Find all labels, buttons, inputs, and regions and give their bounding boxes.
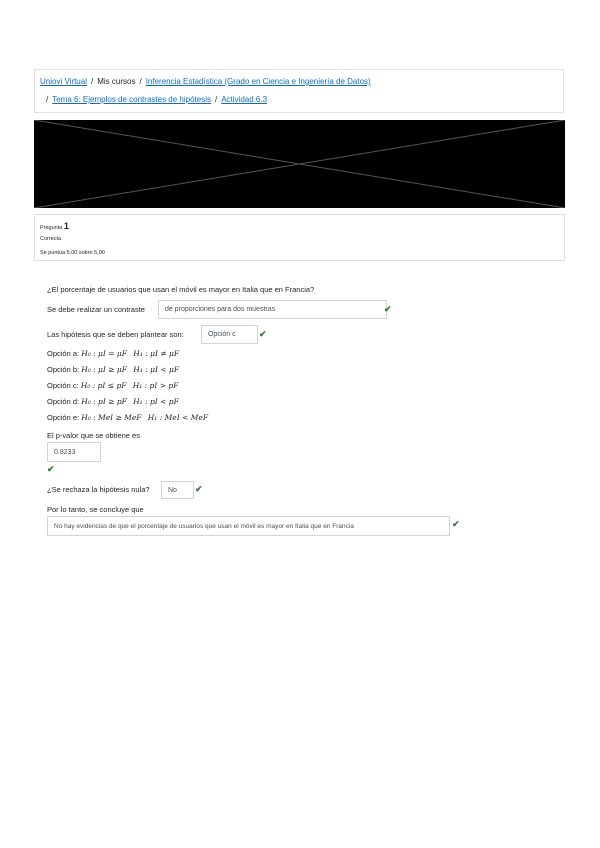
option-h1: H₁ : pI < pF <box>133 397 179 406</box>
check-icon: ✔ <box>195 484 203 494</box>
option-e <box>47 413 208 422</box>
reject-select[interactable]: No <box>161 481 194 499</box>
question-grade: Se puntúa 5,00 sobre 5,00 <box>40 250 105 256</box>
option-h1: H₁ : μI < μF <box>133 365 180 374</box>
check-icon: ✔ <box>259 329 267 339</box>
breadcrumb-link-uniovi[interactable]: Uniovi Virtual <box>40 77 87 86</box>
option-h0: H₀ : μI = μF <box>81 349 128 358</box>
breadcrumb-link-course[interactable]: Inferencia Estadística (Grado en Ciencia e Ingeniería de Datos) <box>145 77 371 86</box>
breadcrumb-separator: / <box>90 77 94 86</box>
option-b <box>47 365 179 374</box>
hypothesis-label: Las hipótesis que se deben plantear son: <box>47 330 184 339</box>
breadcrumb-link-activity[interactable]: Actividad 6.3 <box>221 95 268 104</box>
question-text: ¿El porcentaje de usuarios que usan el móvil es mayor en Italia que en Francia? <box>47 285 315 294</box>
option-label: Opción e: <box>47 413 80 422</box>
option-h1: H₁ : μI ≠ μF <box>133 349 180 358</box>
check-icon: ✔ <box>47 464 55 474</box>
pvalue-label: El p-valor que se obtiene es <box>47 431 140 440</box>
option-c <box>47 381 178 390</box>
option-label: Opción b: <box>47 365 80 374</box>
option-label: Opción d: <box>47 397 80 406</box>
hypothesis-select[interactable]: Opción c <box>201 325 258 344</box>
option-d <box>47 397 179 406</box>
question-label: Pregunta <box>40 225 63 231</box>
contrast-select[interactable]: de proporciones para dos muestras <box>158 300 387 319</box>
breadcrumb-link-topic[interactable]: Tema 6: Ejemplos de contrastes de hipótesis <box>52 95 211 104</box>
option-h1: H₁ : MeI < MeF <box>147 413 209 422</box>
contrast-label: Se debe realizar un contraste <box>47 305 145 314</box>
option-label: Opción c: <box>47 381 79 390</box>
option-h0: H₀ : MeI ≥ MeF <box>81 413 142 422</box>
breadcrumb-item-mis-cursos: Mis cursos <box>97 77 136 86</box>
pvalue-input[interactable]: 0.8233 <box>47 442 101 462</box>
check-icon: ✔ <box>384 304 392 314</box>
option-h0: H₀ : μI ≥ μF <box>81 365 128 374</box>
breadcrumb <box>34 69 564 113</box>
breadcrumb-separator: / <box>139 77 142 86</box>
question-info <box>34 214 565 261</box>
conclusion-select[interactable]: No hay evidencias de que el porcentaje de usuarios que usan el móvil es mayor en Italia que en Francia <box>47 516 450 536</box>
option-h1: H₁ : pI > pF <box>132 381 179 390</box>
reject-label: ¿Se rechaza la hipótesis nula? <box>47 485 150 494</box>
question-state: Correcta <box>40 236 62 242</box>
option-h0: H₀ : pI ≤ pF <box>80 381 127 390</box>
option-label: Opción a: <box>47 349 80 358</box>
conclusion-label: Por lo tanto, se concluye que <box>47 505 144 514</box>
breadcrumb-separator: / <box>46 95 49 104</box>
question-number: 1 <box>63 221 69 231</box>
option-h0: H₀ : pI ≥ pF <box>81 397 127 406</box>
check-icon: ✔ <box>452 519 460 529</box>
option-a <box>47 349 179 358</box>
breadcrumb-separator: / <box>214 95 218 104</box>
course-banner-image <box>34 120 565 208</box>
